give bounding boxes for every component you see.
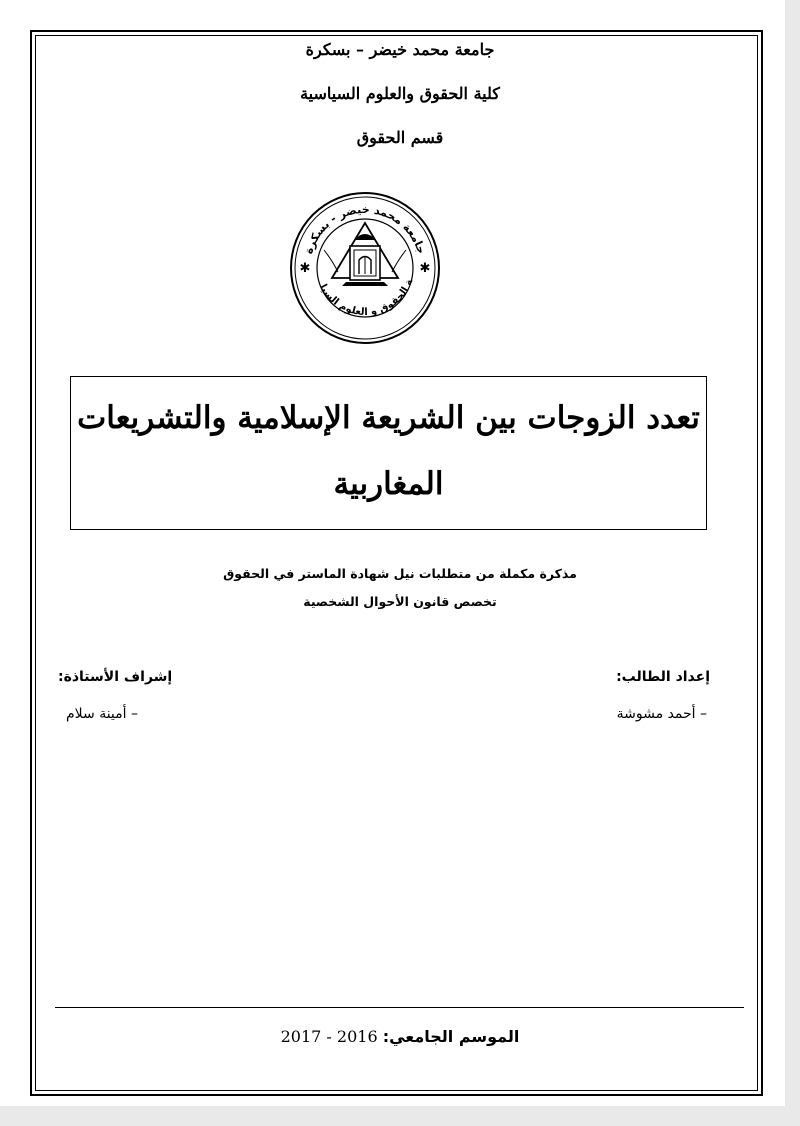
university-seal-icon: [288, 190, 442, 346]
degree-statement: مذكرة مكملة من متطلبات نيل شهادة الماستر في الحقوق: [223, 566, 577, 581]
seal-ring-text-top: جامعة محمد خيضر - بسكرة: [302, 202, 428, 256]
specialization: تخصص قانون الأحوال الشخصية: [303, 594, 497, 609]
student-label: إعداد الطالب:: [616, 669, 710, 685]
department-name: قسم الحقوق: [356, 128, 444, 147]
svg-text:✱: ✱: [419, 261, 431, 276]
academic-season: [0, 1027, 800, 1046]
thesis-title-line-1: تعدد الزوجات بين الشريعة الإسلامية والتشريعات: [77, 400, 700, 436]
footer-divider: [55, 1007, 744, 1008]
supervisor-label: إشراف الأستاذة:: [58, 669, 173, 685]
supervisor-name: – أمينة سلام: [66, 706, 138, 722]
season-label: الموسم الجامعي:: [382, 1027, 520, 1046]
season-years: 2016 - 2017: [280, 1027, 378, 1046]
thesis-title-line-2: المغاربية: [333, 466, 444, 502]
student-name: – أحمد مشوشة: [616, 706, 707, 722]
faculty-name: كلية الحقوق والعلوم السياسية: [300, 84, 500, 103]
seal-ring-text-bottom: ة الحقوق و العلوم السيا: [317, 277, 416, 318]
university-name: جامعة محمد خيضر – بسكرة: [305, 40, 495, 59]
svg-text:✱: ✱: [299, 261, 311, 276]
